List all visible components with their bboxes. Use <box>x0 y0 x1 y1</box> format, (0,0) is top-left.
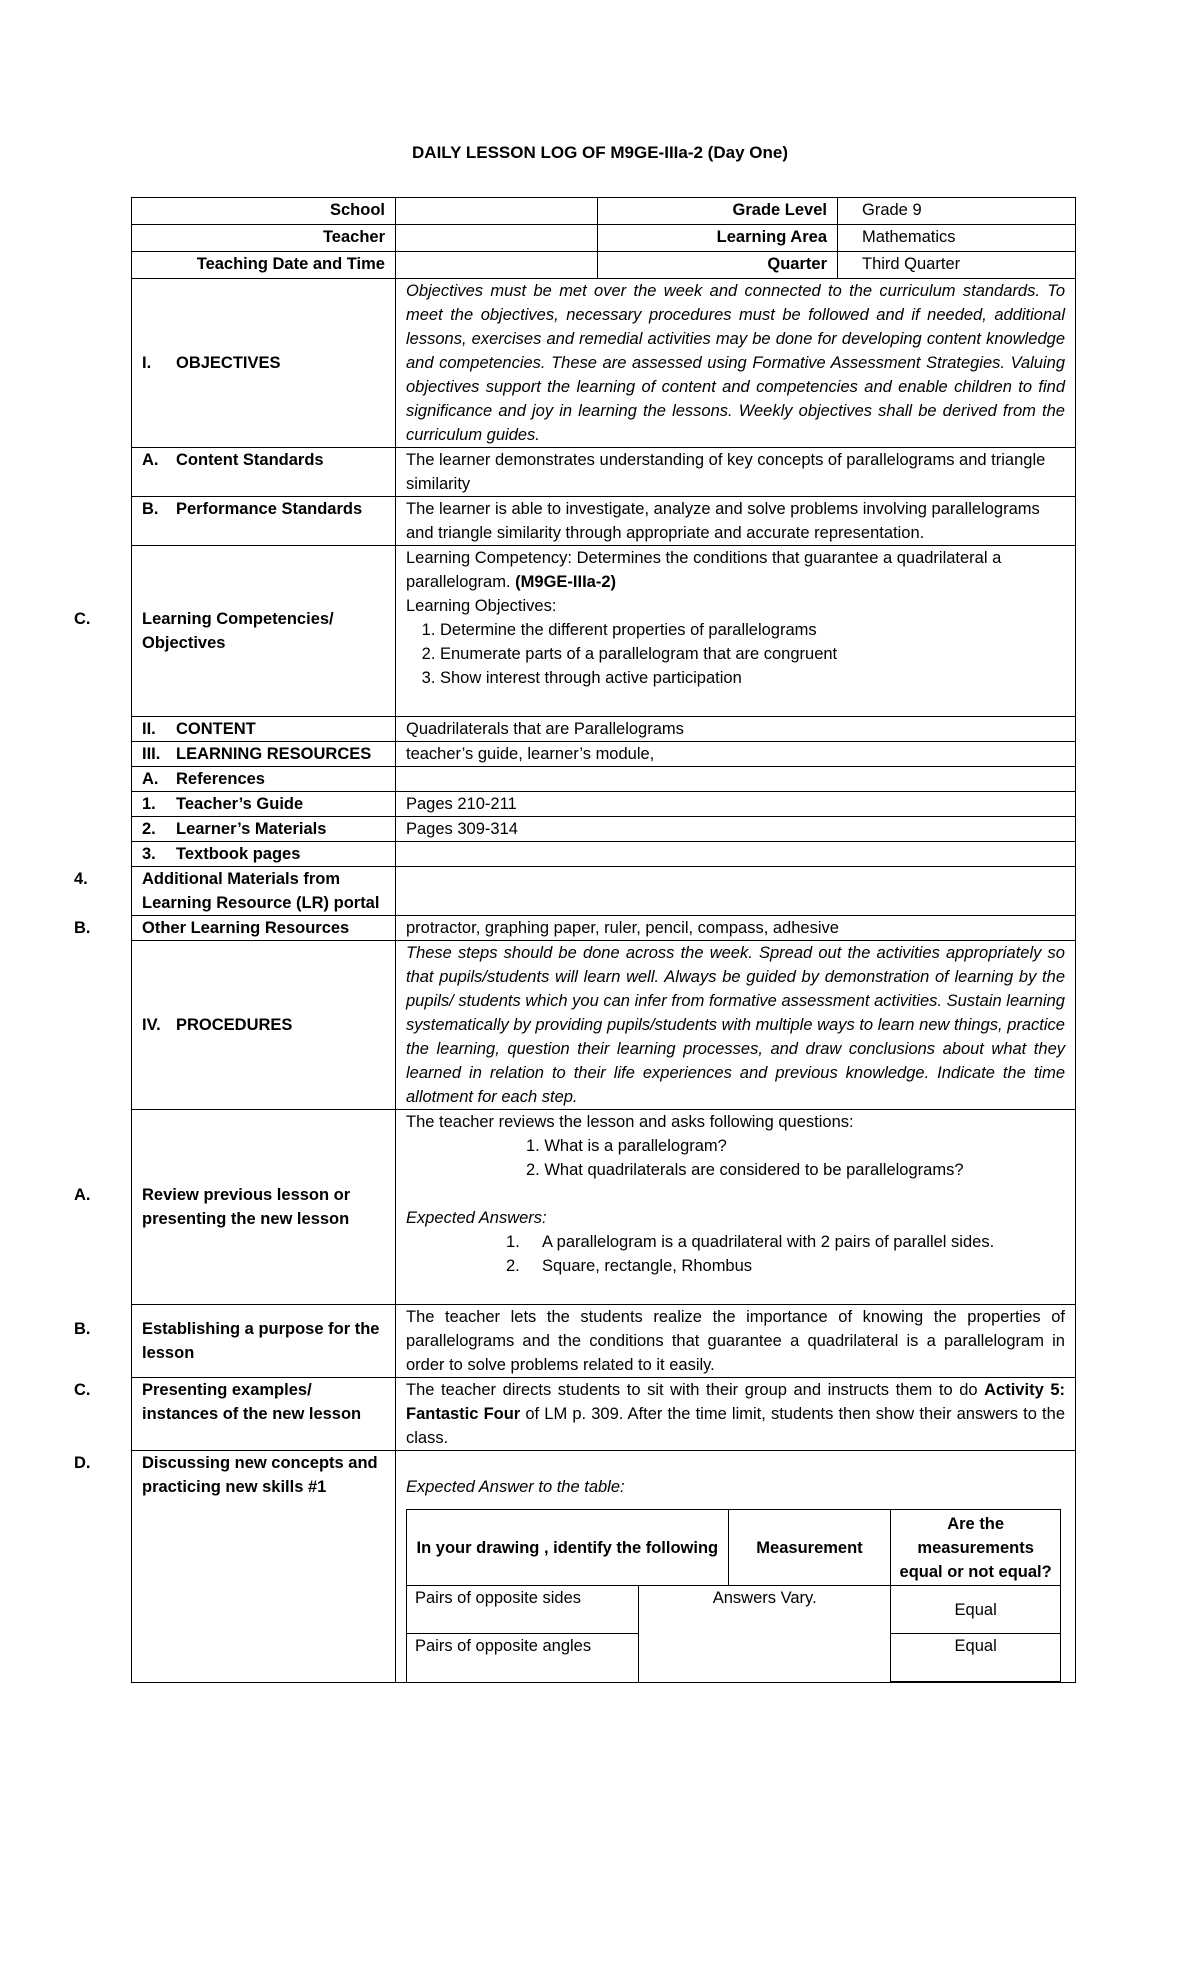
content-standards-label: A. Content Standards <box>132 448 396 497</box>
review-row <box>132 1110 1076 1305</box>
other-resources-label: B. Other Learning Resources <box>132 916 396 941</box>
quarter-label: Quarter <box>598 252 838 279</box>
learning-area-label: Learning Area <box>598 225 838 252</box>
expected-answers-heading: Expected Answers: <box>406 1209 547 1227</box>
procedures-row <box>132 941 1076 1110</box>
performance-standards-row <box>132 497 1076 546</box>
school-value <box>396 198 598 225</box>
competencies-label: C. Learning Competencies/ Objectives <box>132 546 396 717</box>
examples-row <box>132 1378 1076 1451</box>
examples-text: The teacher directs students to sit with their group and instructs them to do Activity 5: Fantastic Four of LM p. 309. After the time limit, students then show their answers to the class. <box>396 1378 1076 1451</box>
textbook-label: 3. Textbook pages <box>132 842 396 867</box>
header-row-teacher <box>132 225 1076 252</box>
expected-answer-label: Expected Answer to the table: <box>406 1478 625 1496</box>
resources-row <box>132 742 1076 767</box>
expected-answer-table <box>406 1509 1061 1682</box>
content-text: Quadrilaterals that are Parallelograms <box>396 717 1076 742</box>
review-cell <box>396 1110 1076 1305</box>
competencies-row <box>132 546 1076 717</box>
resources-label: III. LEARNING RESOURCES <box>132 742 396 767</box>
purpose-text: The teacher lets the students realize the importance of knowing the properties of parallelograms and the conditions that guarantee a quadrilateral is a parallelogram in order to solve problems related to it easily. <box>396 1305 1076 1378</box>
teacher-label: Teacher <box>132 225 396 252</box>
table-cell-item: Pairs of opposite sides <box>407 1586 639 1634</box>
table-row <box>407 1586 1061 1634</box>
additional-materials-value <box>396 867 1076 916</box>
objectives-label-cell: I. OBJECTIVES <box>132 279 396 448</box>
content-standards-text: The learner demonstrates understanding of key concepts of parallelograms and triangle similarity <box>396 448 1076 497</box>
objectives-text: Objectives must be met over the week and connected to the curriculum standards. To meet the objectives, necessary procedures must be followed and if needed, additional lessons, exercises and remedial activities may be done for developing content knowledge and competencies. These are assessed using Formative Assessment Strategies. Valuing objectives support the learning of content and competencies and enable children to find significance and joy in learning the lessons. Weekly objectives shall be derived from the curriculum guides. <box>396 279 1076 448</box>
table-cell-measurement: Answers Vary. <box>639 1586 891 1682</box>
review-label: A. Review previous lesson or presenting the new lesson <box>132 1110 396 1305</box>
lesson-log-table <box>74 197 1076 1683</box>
references-value <box>396 767 1076 792</box>
grade-level-label: Grade Level <box>598 198 838 225</box>
textbook-pages <box>396 842 1076 867</box>
review-questions <box>406 1134 1065 1182</box>
page-title: DAILY LESSON LOG OF M9GE-IIIa-2 (Day One) <box>412 143 788 162</box>
header-row-school <box>132 198 1076 225</box>
teachers-guide-label: 1. Teacher’s Guide <box>132 792 396 817</box>
table-cell-equal: Equal <box>891 1586 1061 1634</box>
performance-standards-label: B. Performance Standards <box>132 497 396 546</box>
review-intro: The teacher reviews the lesson and asks following questions: <box>406 1113 854 1131</box>
content-row <box>132 717 1076 742</box>
list-item: 2. Enumerate parts of a parallelogram that are congruent <box>440 642 1065 666</box>
discussing-row <box>132 1451 1076 1683</box>
table-cell-equal: Equal <box>891 1634 1061 1682</box>
quarter-value: Third Quarter <box>838 252 1076 279</box>
other-resources-row <box>132 916 1076 941</box>
column-header: In your drawing , identify the following <box>407 1510 729 1586</box>
expected-answers-list <box>406 1230 1065 1278</box>
procedures-label: IV. PROCEDURES <box>132 941 396 1110</box>
table-header-row <box>407 1510 1061 1586</box>
school-label: School <box>132 198 396 225</box>
learners-materials-pages: Pages 309-314 <box>396 817 1076 842</box>
learners-materials-label: 2. Learner’s Materials <box>132 817 396 842</box>
list-item: 3. Show interest through active participation <box>440 666 1065 690</box>
references-label: A. References <box>132 767 396 792</box>
discussing-cell <box>396 1451 1076 1683</box>
competency-code: (M9GE-IIIa-2) <box>515 573 617 591</box>
textbook-row <box>132 842 1076 867</box>
purpose-row <box>132 1305 1076 1378</box>
performance-standards-text: The learner is able to investigate, analyze and solve problems involving parallelograms and triangle similarity through appropriate and accurate representation. <box>396 497 1076 546</box>
teaching-date-value <box>396 252 598 279</box>
column-header: Measurement <box>728 1510 891 1586</box>
list-item: 2. What quadrilaterals are considered to be parallelograms? <box>526 1161 964 1179</box>
activity-title: Activity 5: Fantastic Four <box>406 1381 1065 1423</box>
discussing-label: D. Discussing new concepts and practicing new skills #1 <box>132 1451 396 1683</box>
learning-area-value: Mathematics <box>838 225 1076 252</box>
other-resources-text: protractor, graphing paper, ruler, pencil, compass, adhesive <box>396 916 1076 941</box>
references-row <box>132 767 1076 792</box>
purpose-label: B. Establishing a purpose for the lesson <box>132 1305 396 1378</box>
objectives-subheading: Learning Objectives: <box>406 597 557 615</box>
header-row-date <box>132 252 1076 279</box>
list-item: 1. A parallelogram is a quadrilateral with 2 pairs of parallel sides. <box>506 1233 995 1251</box>
resources-text: teacher’s guide, learner’s module, <box>396 742 1076 767</box>
learning-objectives-list <box>406 618 1065 690</box>
objectives-row <box>132 279 1076 448</box>
learners-materials-row <box>132 817 1076 842</box>
column-header: Are the measurements equal or not equal? <box>891 1510 1061 1586</box>
table-cell-item: Pairs of opposite angles <box>407 1634 639 1682</box>
list-item: 1. Determine the different properties of parallelograms <box>440 618 1065 642</box>
additional-materials-row <box>132 867 1076 916</box>
examples-label: C. Presenting examples/ instances of the new lesson <box>132 1378 396 1451</box>
list-item: 2. Square, rectangle, Rhombus <box>506 1257 753 1275</box>
competency-statement: Learning Competency: Determines the conditions that guarantee a quadrilateral a parallelogram. (M9GE-IIIa-2) <box>406 549 1002 591</box>
list-item: 1. What is a parallelogram? <box>526 1137 727 1155</box>
teachers-guide-pages: Pages 210-211 <box>396 792 1076 817</box>
teacher-value <box>396 225 598 252</box>
additional-materials-label: 4. Additional Materials from Learning Resource (LR) portal <box>132 867 396 916</box>
content-label: II. CONTENT <box>132 717 396 742</box>
grade-level-value: Grade 9 <box>838 198 1076 225</box>
competencies-cell <box>396 546 1076 717</box>
content-standards-row <box>132 448 1076 497</box>
teachers-guide-row <box>132 792 1076 817</box>
teaching-date-label: Teaching Date and Time <box>132 252 396 279</box>
procedures-text: These steps should be done across the week. Spread out the activities appropriately so that pupils/students will learn well. Always be guided by demonstration of learning by the pupils/ students which you can infer from formative assessment activities. Sustain learning systematically by providing pupils/students with multiple ways to learn new things, practice the learning, question their learning processes, and draw conclusions about what they learned in relation to their life experiences and previous knowledge. Indicate the time allotment for each step. <box>396 941 1076 1110</box>
